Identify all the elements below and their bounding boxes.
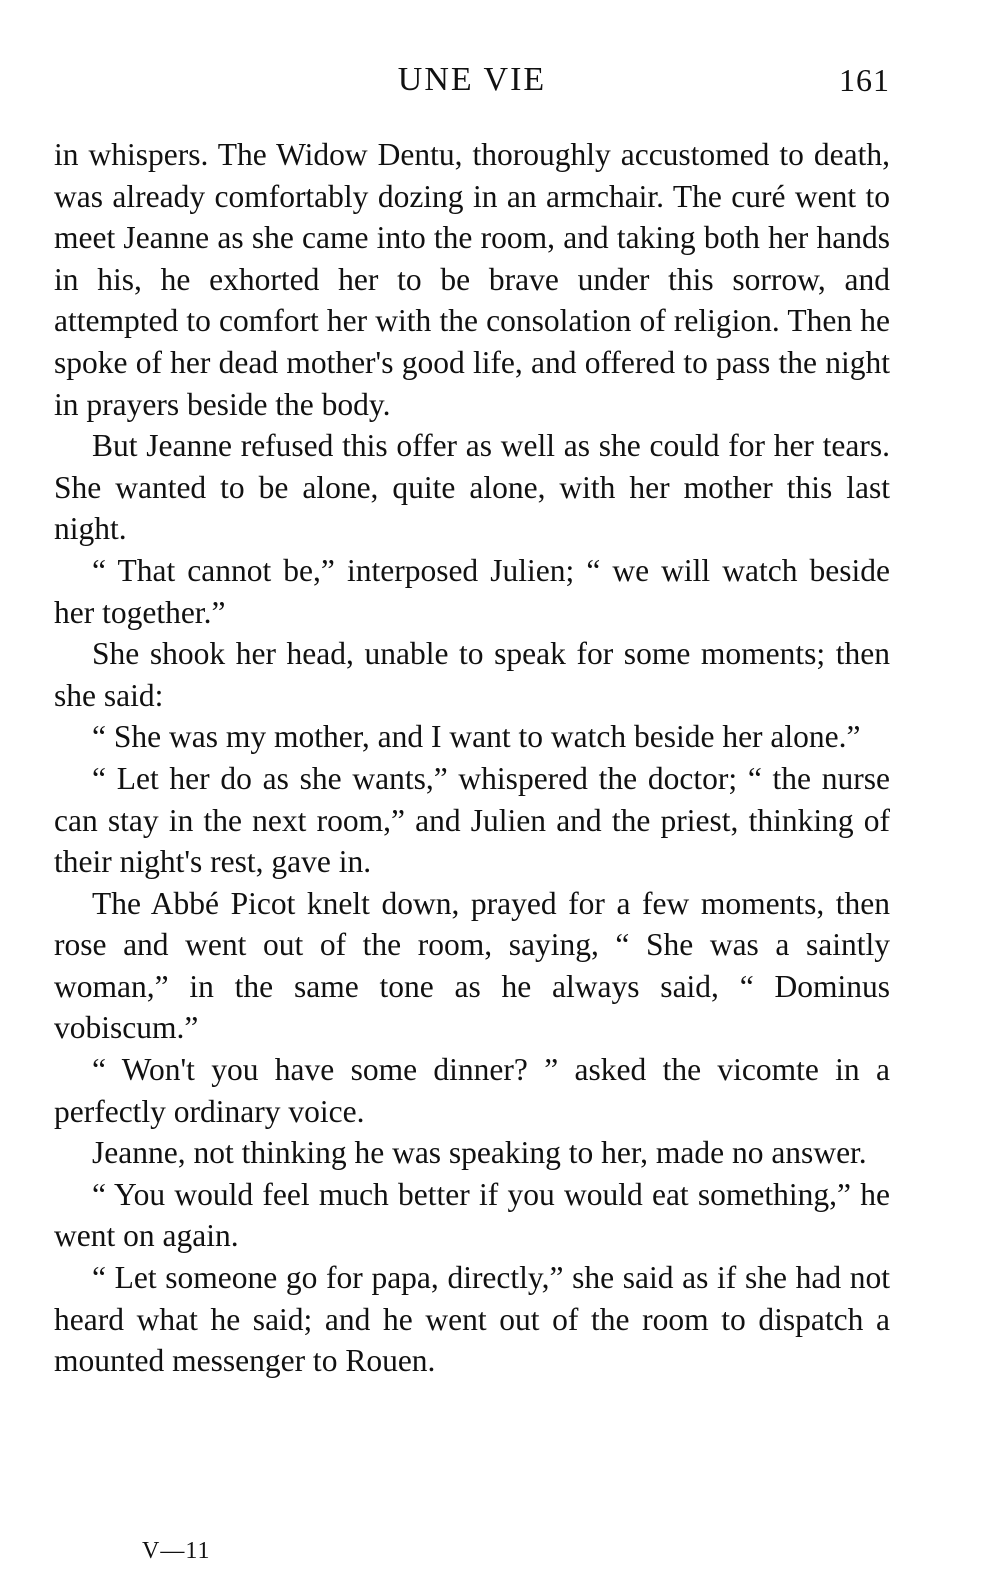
printer-signature: V—11: [142, 1538, 211, 1564]
running-title: UNE VIE: [397, 61, 547, 98]
body-text: [54, 134, 890, 1382]
paragraph: “ You would feel much better if you would eat something,” he went on again.: [54, 1176, 890, 1254]
paragraph: “ Let someone go for papa, directly,” she said as if she had not heard what he said; and he went out of the room to dispatch a mounted messenger to Rouen.: [54, 1260, 890, 1379]
paragraph: The Abbé Picot knelt down, prayed for a few moments, then rose and went out of the room, saying, “ She was a saintly woman,” in the same tone as he always said, “ Dominus vobiscum.”: [54, 885, 890, 1046]
running-head: [54, 56, 890, 104]
paragraph: But Jeanne refused this offer as well as she could for her tears. She wanted to be alone, quite alone, with her mother this last night.: [54, 428, 890, 547]
paragraph: “ That cannot be,” interposed Julien; “ we will watch beside her together.”: [54, 552, 890, 630]
paragraph: She shook her head, unable to speak for some moments; then she said:: [54, 636, 890, 713]
paragraph: “ Won't you have some dinner? ” asked the vicomte in a perfectly ordinary voice.: [54, 1052, 890, 1129]
page-number: 161: [839, 62, 890, 98]
paragraph: “ She was my mother, and I want to watch beside her alone.”: [92, 719, 861, 755]
paragraph: Jeanne, not thinking he was speaking to her, made no answer.: [92, 1135, 867, 1171]
paragraph: “ Let her do as she wants,” whispered the doctor; “ the nurse can stay in the next room,” and Julien and the priest, thinking of their night's rest, gave in.: [54, 760, 890, 880]
paragraph: in whispers. The Widow Dentu, thoroughly accustomed to death, was already comfortably dozing in an armchair. The curé went to meet Jeanne as she came into the room, and taking both her hands in his, he exhorted her to be brave under this sorrow, and attempted to comfort her with the consolation of religion. Then he spoke of her dead mother's good life, and offered to pass the night in prayers beside the body.: [54, 137, 890, 422]
